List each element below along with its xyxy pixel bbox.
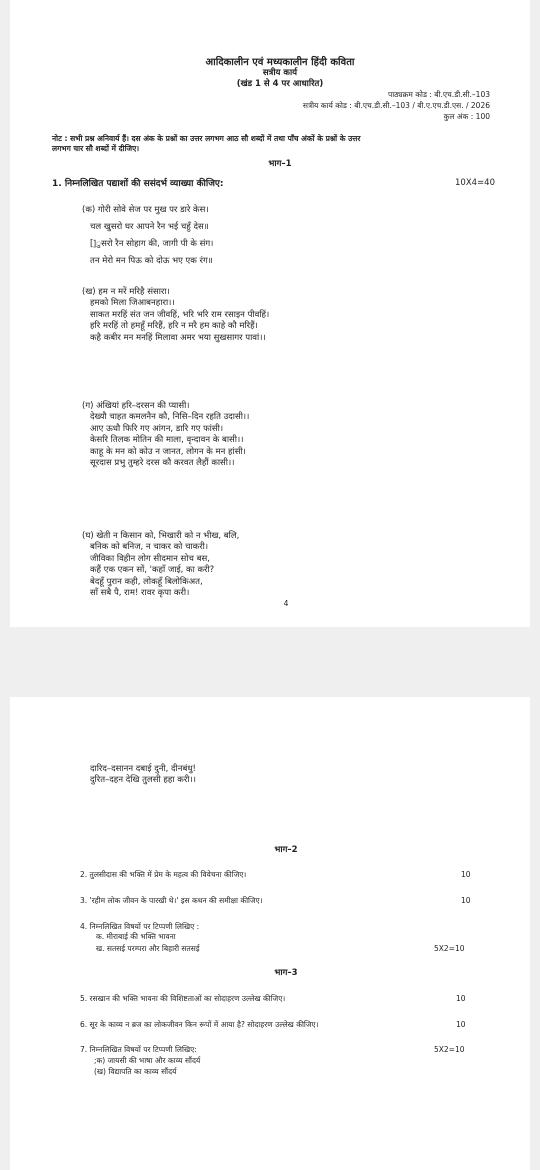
course-code: पाठ्यक्रम कोड : बी.एच.डी.सी.–103 [387, 90, 490, 99]
question-2: 2. तुलसीदास की भक्ति में प्रेम के महत्व की विवेचना कीजिए। [80, 870, 247, 879]
passage-line: []ुसरो रैन सोहाग की, जागी पी के संग। [90, 239, 214, 249]
passage-line: कहै कबीर मन मनहिं मिलावा अमर भया सुखसागर पावां।। [90, 332, 266, 343]
question-6: 6. सूर के काव्य न ब्रज का लोकजीवन किन रूपों में आया है? सोदाहरण उल्लेख कीजिए। [80, 1020, 319, 1029]
question-4: 4. निम्नलिखित विषयों पर टिप्पणी लिखिए : [80, 922, 200, 931]
passage-line: बनिक को बनिज, न चाकर को चाकरी। [90, 542, 209, 553]
passage-ga [82, 401, 249, 469]
passage-line: कहैं एक एकन सों, 'कहाँ जाई, का करी? [90, 565, 215, 576]
question-3: 3. 'रहीम लोक जीवन के पारखी थे।' इस कथन की समीक्षा कीजिए। [80, 896, 263, 905]
passage-line: बेदहूँ पुरान कही, लोकहूँ बिलोकिअत, [90, 576, 203, 587]
section-1-heading: भाग–1 [268, 159, 292, 169]
passage-line: चल खुसरो घर आपने रैन भई चहुँ देस॥ [90, 222, 209, 232]
passage-line: तन मेरो मन पिऊ को दोऊ भए एक रंग॥ [90, 256, 213, 266]
document-subtitle: सत्रीय कार्य [262, 68, 298, 78]
question-4-b: ख. सतसई परम्परा और बिहारी सतसई [96, 944, 200, 953]
passage-line: काहू के मन को कोउ न जानत, लोगन के मन हांसी। [90, 446, 246, 457]
question-4-a: क. मीराबाई की भक्ति भावना [96, 932, 176, 941]
question-2-marks: 10 [461, 870, 471, 879]
question-7-b: (ख) विद्यापति का काव्य सौंदर्य [94, 1067, 177, 1076]
question-1-marks: 10X4=40 [455, 178, 495, 188]
passage-line: सूरदास प्रभु तुम्हरे दरस कौ करवत लैहौं कासी।। [90, 458, 235, 469]
passage-line: केसरि तिलक मोतिन की माला, वृन्दावन के बासी।। [90, 435, 244, 446]
question-7: 7. निम्नलिखित विषयों पर टिप्पणी लिखिए: [80, 1045, 197, 1054]
passage-line: हरि मरहिं तो हमहूँ मरिहैं, हरि न मरै हम काहे कौ मरिहैं। [90, 321, 258, 332]
passage-line: (ग) अंखियां हरि–दरसन की प्यासी। [82, 401, 190, 411]
instructions-note [52, 134, 504, 154]
document-title: आदिकालीन एवं मध्यकालीन हिंदी कविता [205, 57, 355, 68]
question-4-marks: 5X2=10 [434, 944, 465, 953]
question-7-a: ;क) जायसी की भाषा और काव्य सौंदर्य [94, 1056, 201, 1065]
section-3-heading: भाग–3 [274, 968, 298, 978]
section-2-heading: भाग–2 [274, 845, 298, 855]
page-number: 4 [283, 599, 289, 608]
passage-line: साकत मरहिं संत जन जीवहिं, भरि भरि राम रसाइन पीवहिं। [90, 309, 270, 320]
document-page-1 [10, 0, 530, 627]
passage-line: (घ) खेती न किसान को, भिखारी को न भीख, बलि, [82, 531, 240, 541]
question-5-marks: 10 [456, 994, 466, 1003]
question-5: 5. रसखान की भक्ति भावना की विशिष्टताओं का सोदाहरण उल्लेख कीजिए। [80, 994, 286, 1003]
note-line-1: नोट : सभी प्रश्न अनिवार्य हैं। दस अंक के प्रश्नों का उत्तर लगभग आठ सौ शब्दों में तथा पाँच अंकों के प्रश्नों के उत्तर [52, 134, 361, 143]
passage-line: दारिद–दसानन दबाई दुनी, दीनबंधु! [90, 764, 196, 774]
question-1: 1. निम्नलिखित पद्याशों की ससंदर्भ व्याख्या कीजिए: [52, 179, 224, 189]
passage-line: जीविका विहीन लोग सीदमान सोच बस, [90, 553, 210, 564]
passage-line: (क) गोरी सोवे सेज पर मुख पर डारे केस। [82, 205, 209, 215]
document-page-2 [10, 697, 530, 1170]
passage-gha-continued [90, 764, 196, 787]
passage-line: देख्यौ चाहत कमलनैन कौ, निसि–दिन रहति उदासी।। [90, 412, 250, 423]
passage-gha [82, 531, 239, 599]
question-7-marks: 5X2=10 [434, 1045, 465, 1054]
passage-line: साँ सबै पै, राम! रावर कृपा करी। [90, 588, 190, 599]
passage-kha [82, 287, 269, 344]
passage-line: दुरित–दहन देखि तुलसी हहा करी।। [90, 775, 196, 786]
passage-line: आए ऊधौ फिरि गए आंगन, डारि गए फांसी। [90, 423, 224, 434]
note-line-2: लगभग चार सौ शब्दों में दीजिए। [52, 144, 140, 153]
assignment-code: सत्रीय कार्य कोड : बी.एच.डी.सी.–103 / बी.ए.एच.डी.एस. / 2026 [302, 101, 490, 110]
passage-ka [82, 202, 213, 270]
passage-line: हमको मिला जिआबनहारा।। [90, 298, 175, 309]
document-subtitle-2: (खंड 1 से 4 पर आधारित) [236, 79, 324, 89]
question-6-marks: 10 [456, 1020, 466, 1029]
total-marks: कुल अंक : 100 [443, 112, 490, 121]
passage-line: (ख) हम न मरें मरिहै संसारा। [82, 287, 170, 297]
question-3-marks: 10 [461, 896, 471, 905]
